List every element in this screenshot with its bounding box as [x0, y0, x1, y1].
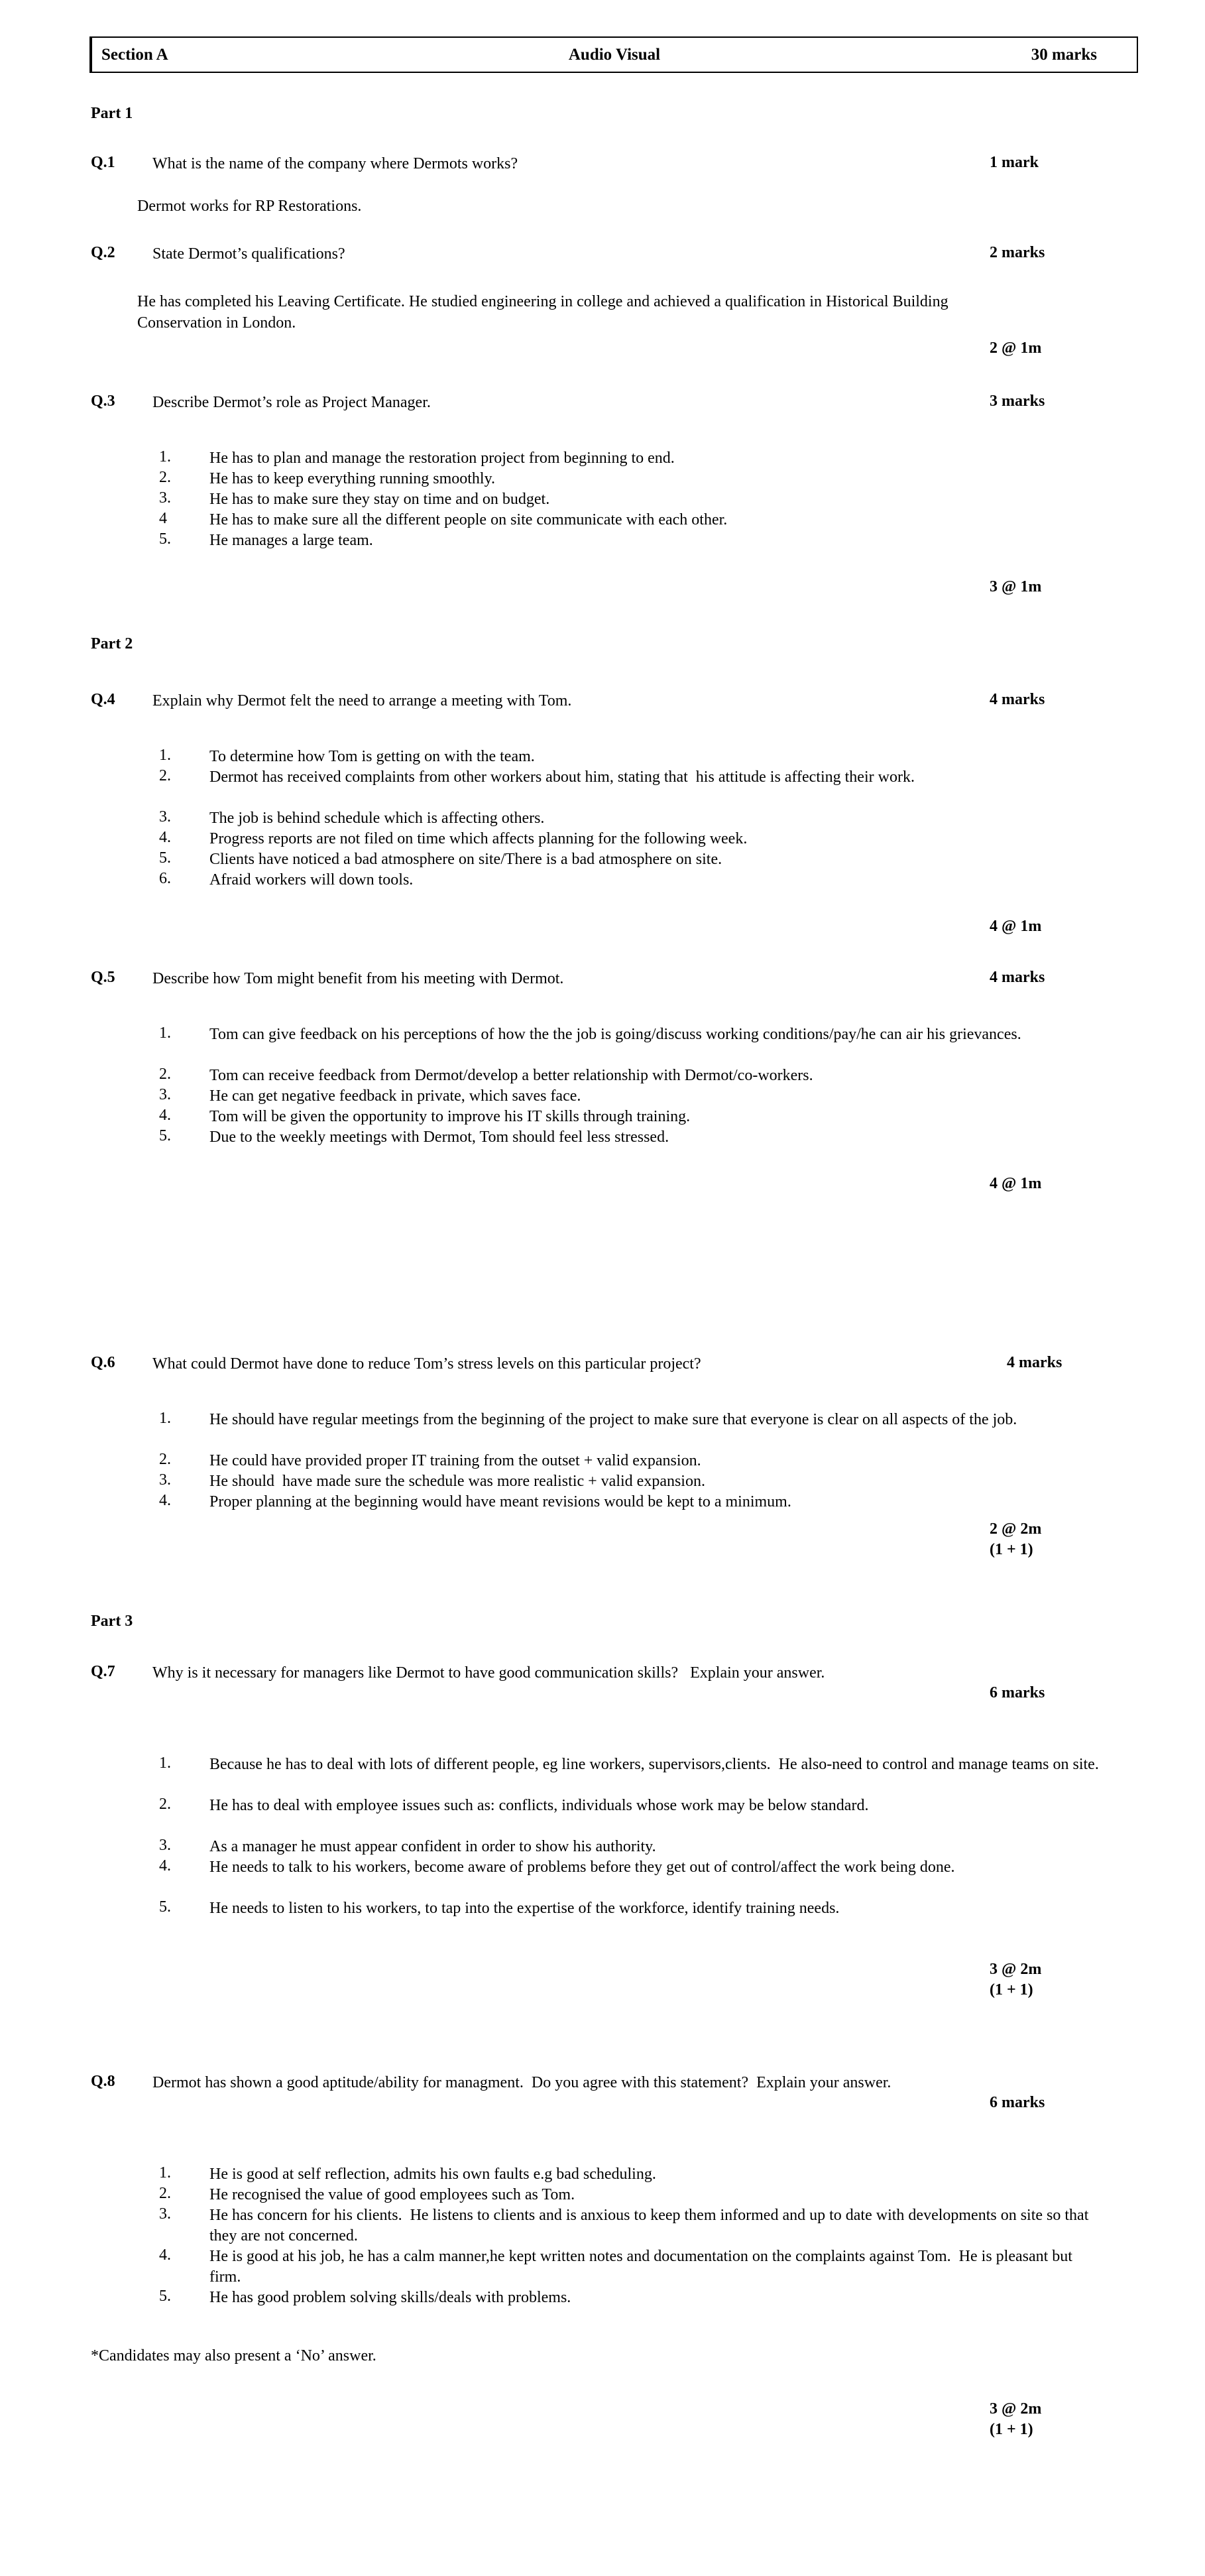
question-code-q6: Q.6: [91, 1354, 115, 1371]
question-text-q8: Dermot has shown a good aptitude/ability for managment. Do you agree with this statement? Explain your answer.: [152, 2074, 891, 2091]
mark-allocation-q5: 4 @ 1m: [990, 1175, 1042, 1192]
mark-allocation-q7: 3 @ 2m: [990, 1961, 1042, 1978]
question-marks-q4: 4 marks: [990, 691, 1045, 708]
answer-item-text: He manages a large team.: [209, 532, 373, 549]
mark-allocation-q3: 3 @ 1m: [990, 578, 1042, 595]
answer-item-number: 2.: [159, 1451, 171, 1468]
question-marks-q2: 2 marks: [990, 244, 1045, 261]
answer-item-number: 2.: [159, 767, 171, 784]
answer-item-text: He has concern for his clients. He listens to clients and is anxious to keep them informed and up to date with developments on site so that they are not concerned.: [209, 2207, 1093, 2245]
question-marks-q5: 4 marks: [990, 969, 1045, 986]
question-code-q5: Q.5: [91, 969, 115, 986]
answer-item-text: He needs to listen to his workers, to tap into the expertise of the workforce, identify training needs.: [209, 1900, 840, 1917]
question-text-q6: What could Dermot have done to reduce Tom’s stress levels on this particular project?: [152, 1355, 701, 1373]
answer-item-number: 4.: [159, 1857, 171, 1874]
mark-allocation-detail-q7: (1 + 1): [990, 1981, 1033, 1998]
answer-item-text: Tom will be given the opportunity to improve his IT skills through training.: [209, 1108, 691, 1125]
answer-item-number: 3.: [159, 1471, 171, 1489]
answer-item-text: He has good problem solving skills/deals with problems.: [209, 2289, 571, 2306]
answer-item-text: He is good at self reflection, admits his own faults e.g bad scheduling.: [209, 2166, 656, 2183]
answer-item-text: Due to the weekly meetings with Dermot, Tom should feel less stressed.: [209, 1129, 669, 1146]
answer-item-text: Because he has to deal with lots of different people, eg line workers, supervisors,clients. He also-need to control and manage teams on site.: [209, 1756, 1099, 1773]
question-marks-q7: 6 marks: [990, 1684, 1045, 1701]
answer-item-number: 1.: [159, 1024, 171, 1042]
answer-item-number: 1.: [159, 1410, 171, 1427]
question-code-q1: Q.1: [91, 154, 115, 171]
answer-item-text: Dermot has received complaints from other workers about him, stating that his attitude is affecting their work.: [209, 768, 915, 786]
answer-item-text: He should have made sure the schedule was more realistic + valid expansion.: [209, 1473, 705, 1490]
answer-item-number: 4.: [159, 1492, 171, 1509]
answer-item-text: He has to make sure all the different people on site communicate with each other.: [209, 511, 728, 528]
answer-item-number: 4: [159, 510, 167, 527]
answer-item-number: 3.: [159, 1086, 171, 1103]
answer-item-text: He has to make sure they stay on time and on budget.: [209, 491, 550, 508]
answer-item-text: He is good at his job, he has a calm manner,he kept written notes and documentation on the complaints against Tom. He is pleasant but firm.: [209, 2248, 1076, 2286]
answer-paragraph-q2: He has completed his Leaving Certificate. He studied engineering in college and achieved a qualification in Historical Building Conservation in London.: [137, 293, 952, 332]
answer-item-text: He can get negative feedback in private, which saves face.: [209, 1087, 581, 1105]
answer-item-text: Afraid workers will down tools.: [209, 871, 414, 889]
answer-item-number: 3.: [159, 489, 171, 507]
question-marks-q6: 4 marks: [1007, 1354, 1062, 1371]
answer-item-number: 2.: [159, 469, 171, 486]
answer-item-text: As a manager he must appear confident in order to show his authority.: [209, 1838, 656, 1855]
answer-item-number: 2.: [159, 1796, 171, 1813]
answer-item-number: 5.: [159, 849, 171, 867]
mark-allocation-q4: 4 @ 1m: [990, 918, 1042, 935]
question-code-q8: Q.8: [91, 2073, 115, 2090]
mark-allocation-q8: 3 @ 2m: [990, 2400, 1042, 2418]
answer-item-text: He has to plan and manage the restoration project from beginning to end.: [209, 450, 675, 467]
answer-item-number: 1.: [159, 2164, 171, 2181]
question-code-q4: Q.4: [91, 691, 115, 708]
part-label-2: Part 2: [91, 635, 133, 652]
answer-item-text: Clients have noticed a bad atmosphere on site/There is a bad atmosphere on site.: [209, 851, 722, 868]
answer-item-number: 3.: [159, 808, 171, 826]
section-header-box: [89, 36, 1138, 73]
question-text-q1: What is the name of the company where Dermots works?: [152, 155, 518, 172]
answer-item-number: 1.: [159, 1754, 171, 1772]
question-code-q2: Q.2: [91, 244, 115, 261]
answer-item-number: 5.: [159, 1898, 171, 1916]
answer-item-number: 4.: [159, 1107, 171, 1124]
question-marks-q8: 6 marks: [990, 2094, 1045, 2111]
answer-item-number: 6.: [159, 870, 171, 887]
answer-item-number: 1.: [159, 448, 171, 465]
footnote: *Candidates may also present a ‘No’ answer.: [91, 2347, 376, 2364]
answer-item-text: He should have regular meetings from the beginning of the project to make sure that everyone is clear on all aspects of the job.: [209, 1411, 1017, 1428]
answer-item-text: Tom can give feedback on his perceptions of how the the job is going/discuss working conditions/pay/he can air his grievances.: [209, 1026, 1021, 1043]
question-text-q3: Describe Dermot’s role as Project Manager.: [152, 394, 431, 411]
mark-allocation-detail-q8: (1 + 1): [990, 2421, 1033, 2438]
answer-item-number: 3.: [159, 1837, 171, 1854]
answer-item-number: 4.: [159, 2246, 171, 2264]
question-code-q3: Q.3: [91, 393, 115, 410]
answer-item-text: He could have provided proper IT training from the outset + valid expansion.: [209, 1452, 701, 1469]
section-marks: 30 marks: [1031, 45, 1097, 64]
answer-item-text: Proper planning at the beginning would have meant revisions would be kept to a minimum.: [209, 1493, 791, 1510]
mark-allocation-detail-q6: (1 + 1): [990, 1541, 1033, 1558]
question-text-q7: Why is it necessary for managers like Dermot to have good communication skills? Explain your answer.: [152, 1664, 825, 1682]
question-text-q4: Explain why Dermot felt the need to arrange a meeting with Tom.: [152, 692, 572, 709]
mark-allocation-q2: 2 @ 1m: [990, 339, 1042, 357]
answer-item-number: 1.: [159, 747, 171, 764]
section-title: Audio Visual: [568, 45, 661, 64]
question-text-q2: State Dermot’s qualifications?: [152, 245, 345, 263]
answer-item-number: 5.: [159, 1127, 171, 1144]
section-label: Section A: [101, 45, 168, 64]
answer-item-number: 4.: [159, 829, 171, 846]
answer-item-number: 5.: [159, 2288, 171, 2305]
answer-item-text: To determine how Tom is getting on with the team.: [209, 748, 535, 765]
part-label-1: Part 1: [91, 105, 133, 122]
answer-item-text: The job is behind schedule which is affecting others.: [209, 810, 545, 827]
question-marks-q1: 1 mark: [990, 154, 1039, 171]
answer-item-number: 2.: [159, 2185, 171, 2202]
answer-item-text: Tom can receive feedback from Dermot/develop a better relationship with Dermot/co-workers.: [209, 1067, 813, 1084]
question-code-q7: Q.7: [91, 1663, 115, 1680]
answer-paragraph-q1: Dermot works for RP Restorations.: [137, 198, 362, 215]
answer-item-number: 3.: [159, 2205, 171, 2223]
question-text-q5: Describe how Tom might benefit from his meeting with Dermot.: [152, 970, 564, 987]
answer-item-text: He has to deal with employee issues such as: conflicts, individuals whose work may be below standard.: [209, 1797, 869, 1814]
answer-item-text: Progress reports are not filed on time which affects planning for the following week.: [209, 830, 748, 847]
answer-item-text: He recognised the value of good employees such as Tom.: [209, 2186, 575, 2203]
answer-item-number: 5.: [159, 530, 171, 548]
answer-item-number: 2.: [159, 1066, 171, 1083]
question-marks-q3: 3 marks: [990, 393, 1045, 410]
answer-item-text: He has to keep everything running smoothly.: [209, 470, 496, 487]
mark-allocation-q6: 2 @ 2m: [990, 1520, 1042, 1538]
answer-item-text: He needs to talk to his workers, become aware of problems before they get out of control/affect the work being done.: [209, 1859, 955, 1876]
part-label-3: Part 3: [91, 1613, 133, 1630]
